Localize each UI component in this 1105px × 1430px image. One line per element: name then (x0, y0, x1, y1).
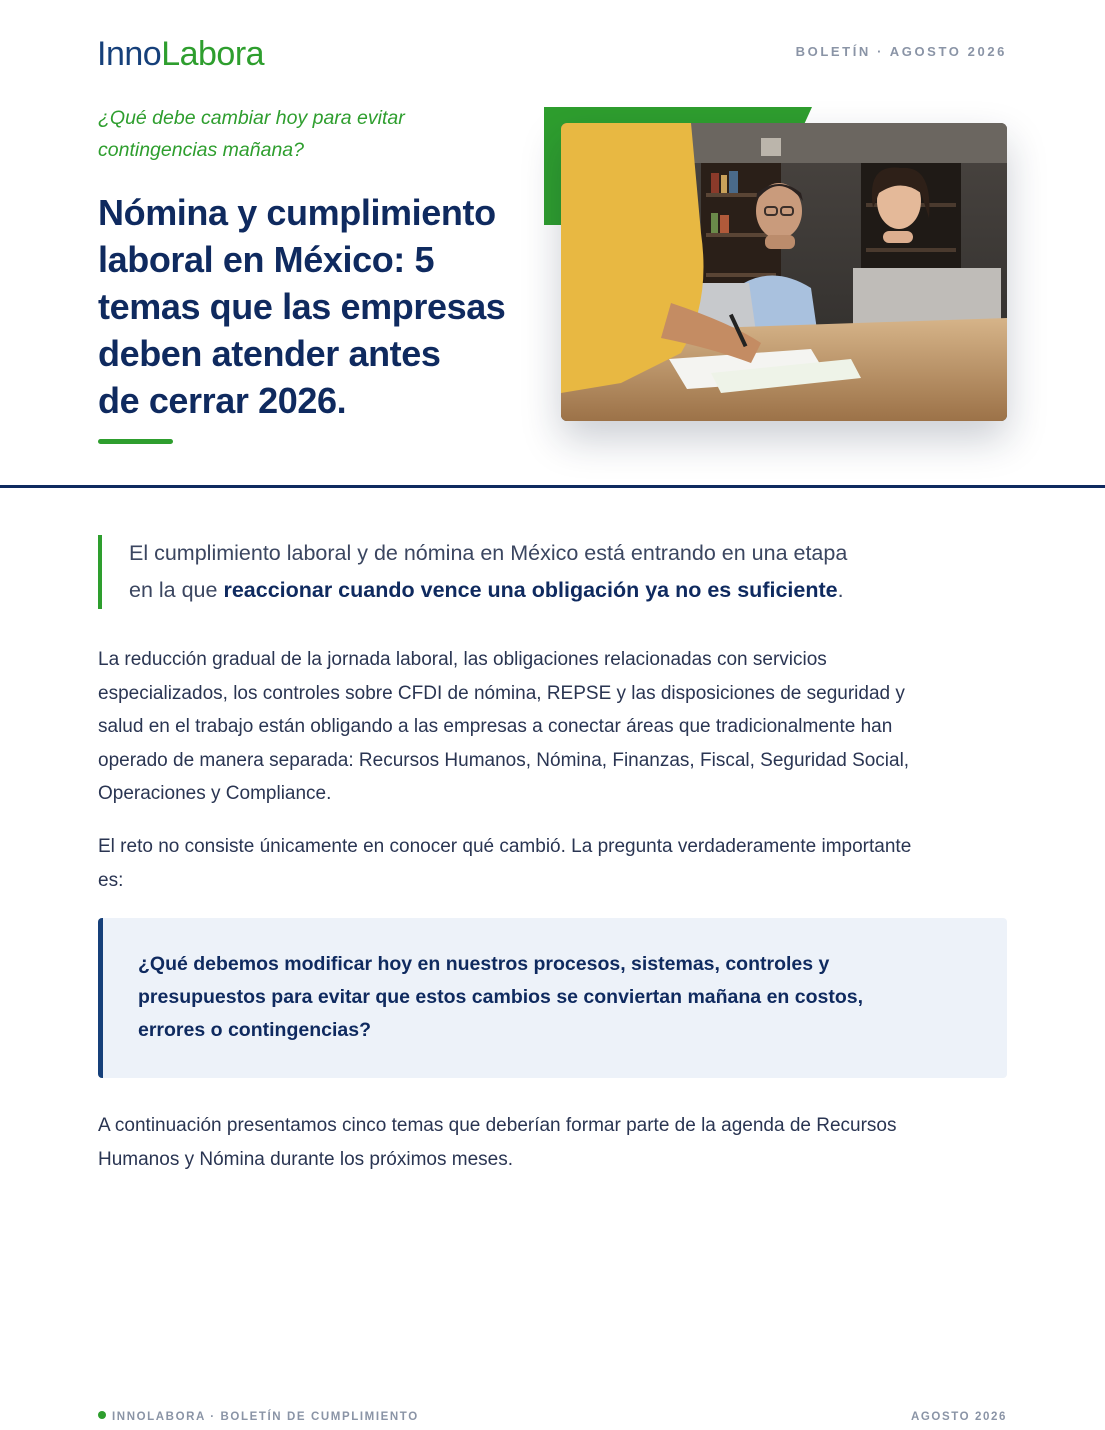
brand-logo (97, 34, 264, 74)
lead-quote (98, 535, 959, 609)
key-question-callout (98, 918, 1007, 1078)
hero-photo (561, 123, 1007, 421)
footer-brand (98, 1411, 419, 1423)
title-underline (98, 439, 173, 444)
lead-text: en la que (129, 578, 224, 602)
issue-label: BOLETÍN · AGOSTO 2026 (795, 44, 1007, 59)
title-line: temas que las empresas (98, 286, 506, 327)
body-paragraph: La reducción gradual de la jornada laboral, las obligaciones relacionadas con servicios especializados, los controles sobre CFDI de nómina, REPSE y las disposiciones de seguridad y salud en el trabajo están obligando a las empresas a conectar áreas que tradicionalmente han operado de manera separada: Recursos Humanos, Nómina, Finanzas, Fiscal, Seguridad Social, Operaciones y Compliance. (98, 649, 910, 804)
lead-line (129, 572, 959, 609)
section-divider (0, 485, 1105, 488)
body-paragraph: El reto no consiste únicamente en conocer qué cambió. La pregunta verdaderamente importante es: (98, 836, 912, 891)
title-line: laboral en México: 5 (98, 239, 435, 280)
kicker-line: contingencias mañana? (98, 139, 304, 161)
footer-date: AGOSTO 2026 (910, 1411, 1007, 1423)
page-title (98, 189, 528, 424)
logo-text-inno: Inno (97, 35, 162, 73)
body-paragraph: A continuación presentamos cinco temas que deberían formar parte de la agenda de Recursos Humanos y Nómina durante los próximos meses. (98, 1115, 897, 1170)
office-meeting-illustration (561, 123, 1007, 421)
callout-text: ¿Qué debemos modificar hoy en nuestros procesos, sistemas, controles y presupuestos para evitar que estos cambios se conviertan mañana en costos, errores o contingencias? (138, 953, 864, 1041)
title-line: de cerrar 2026. (98, 380, 347, 421)
hero-kicker (98, 102, 518, 166)
lead-emphasis: reaccionar cuando vence una obligación ya no es suficiente (223, 578, 838, 602)
lead-period: . (837, 578, 844, 602)
footer-brand-text: INNOLABORA · BOLETÍN DE CUMPLIMIENTO (112, 1411, 419, 1423)
footer-dot-icon (98, 1411, 106, 1419)
logo-text-labora: Labora (161, 35, 265, 73)
title-line: deben atender antes (98, 333, 441, 374)
kicker-line: ¿Qué debe cambiar hoy para evitar (98, 107, 405, 129)
lead-line: El cumplimiento laboral y de nómina en México está entrando en una etapa (129, 541, 848, 565)
title-line: Nómina y cumplimiento (98, 192, 496, 233)
